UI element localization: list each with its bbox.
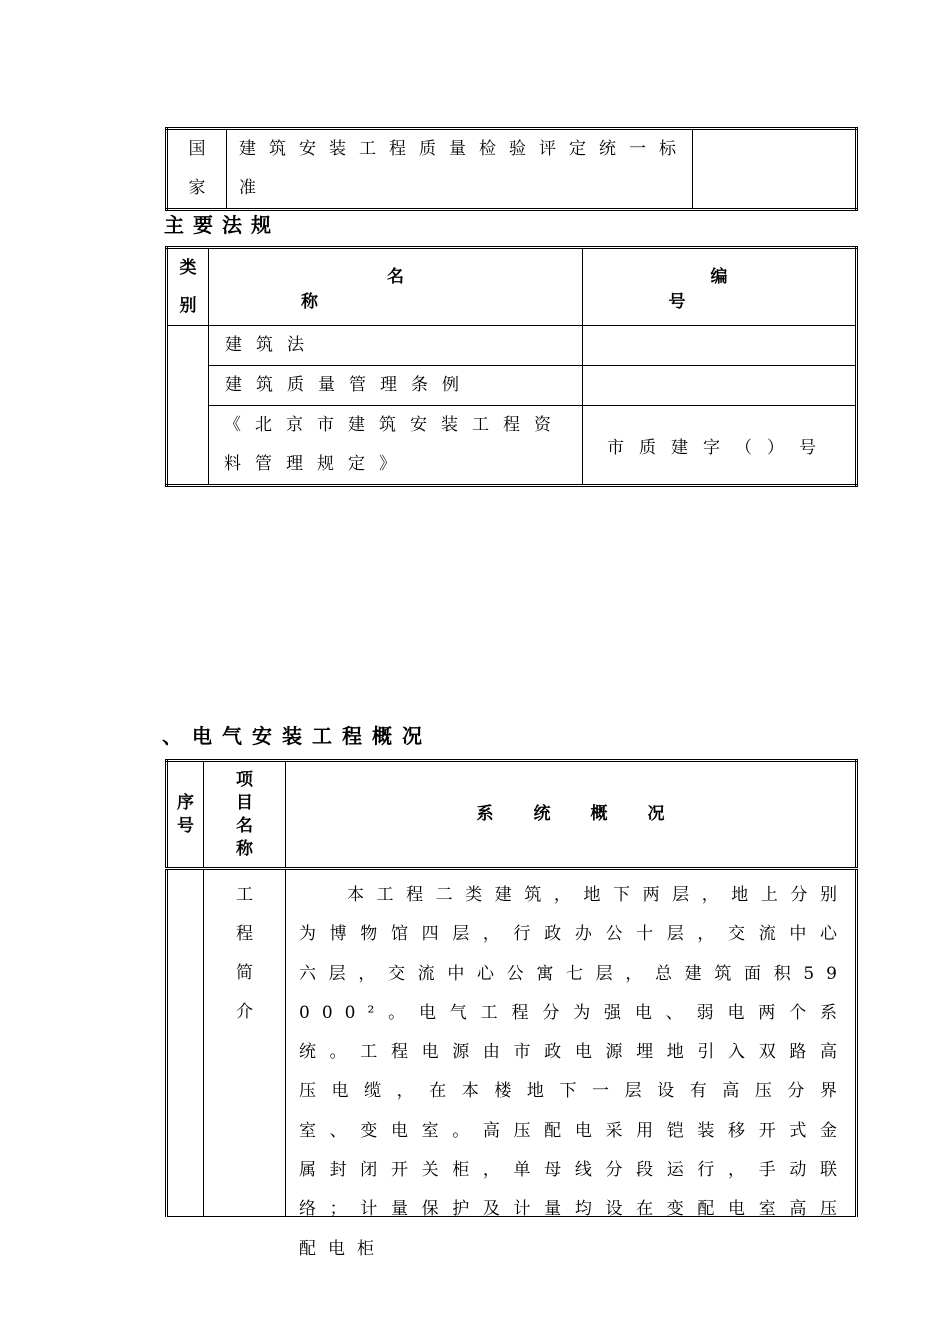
overview-paragraph: 本工程二类建筑，地下两层，地上分别为博物馆四层，行政办公十层，交流中心六层，交流中心公寓七层，总建筑面积59000²。电气工程分为强电、弱电两个系统。工程电源由市政电源埋地引入双路高压电缆，在本楼地下一层设有高压分界室、变电室。高压配电采用铠装移开式金属封闭开关柜，单母线分段运行，手动联络；计量保护及计量均设在变配电室高压配电柜 <box>299 885 849 1259</box>
table-row <box>167 129 857 210</box>
law-name-cell: 《北京市建筑安装工程资料管理规定》 <box>209 406 583 486</box>
category-cell <box>167 129 227 210</box>
header-code-text: 编号 <box>668 267 812 312</box>
header-code <box>583 248 857 326</box>
law-name-cell: 建筑法 <box>209 326 583 366</box>
standard-code-cell <box>693 129 857 210</box>
laws-table <box>165 246 858 487</box>
table-row <box>167 366 857 406</box>
category-empty-cell <box>167 326 209 486</box>
table-row <box>167 869 857 1217</box>
table-row <box>167 326 857 366</box>
law-name-cell: 建筑质量管理条例 <box>209 366 583 406</box>
law-code-cell <box>583 366 857 406</box>
law-code-cell <box>583 326 857 366</box>
laws-heading: 主要法规 <box>164 213 280 237</box>
item-cell <box>204 869 286 1217</box>
standard-name-cell: 建筑安装工程质量检验评定统一标准 <box>227 129 693 210</box>
table-row <box>167 406 857 486</box>
item-text: 工程简介 <box>236 885 253 1022</box>
seq-cell <box>167 869 204 1217</box>
header-category-text: 类别 <box>179 258 197 316</box>
header-seq <box>167 761 204 869</box>
header-name-text: 名称 <box>301 267 576 312</box>
overview-text-cell <box>286 869 857 1259</box>
law-code-cell: 市质建字（）号 <box>583 406 857 486</box>
category-text: 国家 <box>188 139 206 198</box>
header-item <box>204 761 286 869</box>
header-overview <box>286 761 857 869</box>
header-seq-text: 序号 <box>177 792 194 836</box>
header-overview-text: 系统概况 <box>476 804 705 824</box>
header-category <box>167 248 209 326</box>
electrical-heading: 、电气安装工程概况 <box>162 724 432 748</box>
header-item-text: 项目名称 <box>236 769 253 859</box>
electrical-table <box>165 759 858 1259</box>
table-header-row <box>167 248 857 326</box>
header-name <box>209 248 583 326</box>
table-header-row <box>167 761 857 869</box>
standards-table <box>165 127 858 211</box>
